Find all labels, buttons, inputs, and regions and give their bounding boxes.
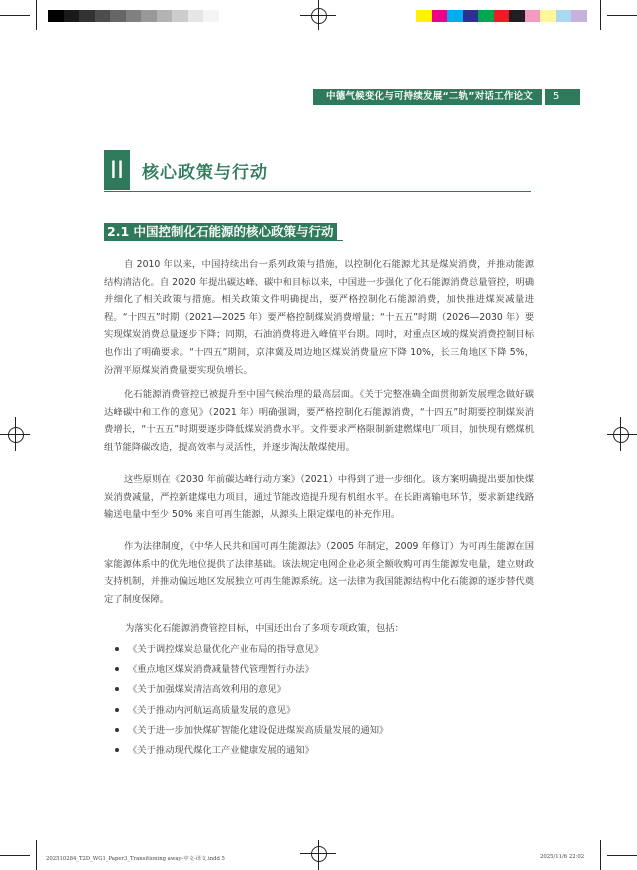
grey-swatch [48, 10, 64, 22]
grey-swatch [126, 10, 142, 22]
grey-swatch [110, 10, 126, 22]
running-header-title: 中德气候变化与可持续发展“二轨”对话工作论文 [313, 89, 546, 105]
grey-swatch [172, 10, 188, 22]
greyscale-bar [48, 10, 219, 22]
bullet-icon [115, 728, 119, 732]
print-timestamp: 2025/11/6 22:02 [540, 854, 585, 860]
bullet-icon [115, 708, 119, 712]
color-swatch [525, 10, 541, 22]
chapter-number-block: II [104, 150, 130, 190]
color-swatch [509, 10, 525, 22]
bullet-icon [115, 667, 119, 671]
policy-list [113, 640, 388, 761]
bullet-icon [115, 687, 119, 691]
color-swatch [571, 10, 587, 22]
list-item: 《关于加强煤炭清洁高效利用的意见》 [113, 680, 388, 700]
chapter-title: 核心政策与行动 [142, 163, 268, 183]
grey-swatch [157, 10, 173, 22]
list-item: 《关于进一步加快煤矿智能化建设促进煤炭高质量发展的通知》 [113, 721, 388, 741]
body-paragraph-3: 这些原则在《2030 年前碳达峰行动方案》（2021）中得到了进一步细化。该方案明确提出要加快煤炭消费减量，严控新建煤电力项目，通过节能改造提升现有机组水平。在长距离输电环节，要求新建线路输送电量中至少 50% 来自可再生能源，从源头上限定煤电的补充作用。 [104, 474, 534, 521]
file-slug: 202510284_T2D_WG1_Paper3_Transitioning away-中文-译文.indd 5 [46, 856, 225, 862]
policy-intro: 为落实化石能源消费管控目标，中国还出台了多项专项政策，包括： [125, 623, 404, 634]
bullet-icon [115, 647, 119, 651]
grey-swatch [95, 10, 111, 22]
section-heading: 2.1 中国控制化石能源的核心政策与行动 [104, 223, 337, 241]
list-item: 《关于调控煤炭总量优化产业布局的指导意见》 [113, 640, 388, 660]
color-swatch [432, 10, 448, 22]
body-paragraph-4: 作为法律制度，《中华人民共和国可再生能源法》（2005 年制定，2009 年修订）为可再生能源在国家能源体系中的优先地位提供了法律基础。该法规定电网企业必须全额收购可再生能源发电量，建立财政支持机制，并推动偏远地区发展独立可再生能源系统。这一法律为我国能源结构中化石能源的逐步替代奠定了制度保障。 [104, 541, 534, 605]
section-underline [104, 240, 343, 241]
color-swatch [556, 10, 572, 22]
page-number: 5 [542, 89, 580, 105]
grey-swatch [188, 10, 204, 22]
color-swatch [540, 10, 556, 22]
color-swatch [463, 10, 479, 22]
list-item: 《关于推动内河航运高质量发展的意见》 [113, 701, 388, 721]
grey-swatch [203, 10, 219, 22]
chapter-divider [104, 191, 531, 192]
color-swatch [416, 10, 432, 22]
body-paragraph-1: 自 2010 年以来，中国持续出台一系列政策与措施，以控制化石能源尤其是煤炭消费，并推动能源结构清洁化。自 2020 年提出碳达峰、碳中和目标以来，中国进一步强化了化石能源消费总量管控，明确并细化了相关政策与措施。相关政策文件明确提出，要严格控制化石能源消费，加快推进煤炭减量进程。“十四五”时期（2021—2025 年）要严格控制煤炭消费增量；“十五五”时期（2026—2030 年）要实现煤炭消费总量逐步下降；同期，石油消费将进入峰值平台期。同时，对重点区域的煤炭消费控制目标也作出了明确要求。“十四五”期间，京津冀及周边地区煤炭消费量应下降 10%，长三角地区下降 5%，汾渭平原煤炭消费量要实现负增长。 [104, 259, 534, 376]
grey-swatch [64, 10, 80, 22]
body-paragraph-2: 化石能源消费管控已被提升至中国气候治理的最高层面。《关于完整准确全面贯彻新发展理念做好碳达峰碳中和工作的意见》（2021 年）明确强调，要严格控制化石能源消费，“十四五”时期要控制煤炭消费增长，“十五五”时期要逐步降低煤炭消费水平。文件要求严格限制新建燃煤电厂项目，加快现有燃煤机组节能降碳改造，提高效率与灵活性，并逐步淘汰散煤使用。 [104, 389, 534, 453]
grey-swatch [79, 10, 95, 22]
color-bar [416, 10, 587, 22]
list-item: 《关于推动现代煤化工产业健康发展的通知》 [113, 741, 388, 761]
color-swatch [478, 10, 494, 22]
list-item: 《重点地区煤炭消费减量替代管理暂行办法》 [113, 660, 388, 680]
bullet-icon [115, 748, 119, 752]
color-swatch [494, 10, 510, 22]
grey-swatch [141, 10, 157, 22]
color-swatch [447, 10, 463, 22]
